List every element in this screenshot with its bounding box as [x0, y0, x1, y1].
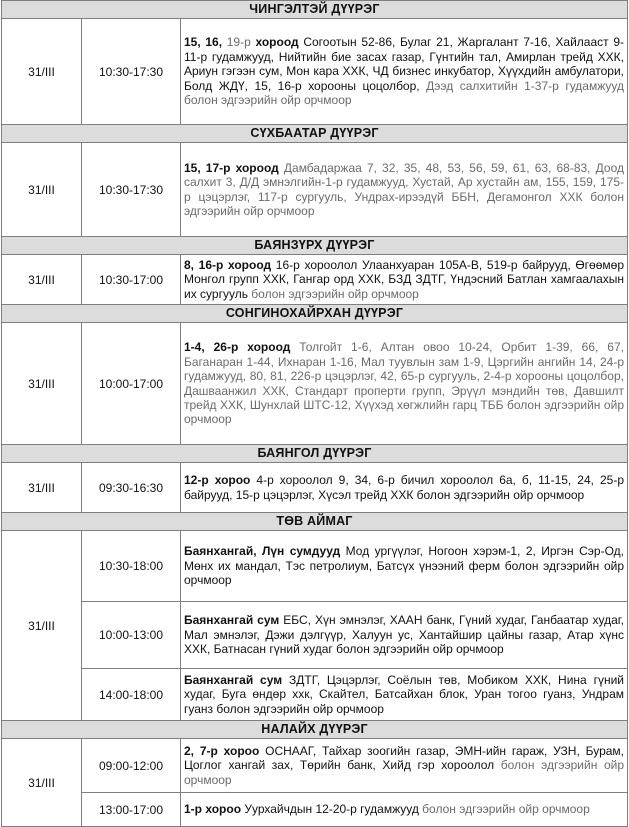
area-list-tail: Дээд салхитийн 1-37-р гудамжууд болон эдгээрийн ойр орчмоор — [184, 78, 624, 108]
area-list: 4-р хороолол 9, 34, 6-р бичил хороолол 6а, б, 11-15, 24, 25-р байрууд, 15-р цэцэрлэг, Хүсэл трейд ХХК болон эдгээрийн ойр орчмоор — [184, 473, 625, 502]
time-cell: 10:00-17:00 — [82, 323, 181, 445]
date-cell: 31/III — [2, 19, 82, 125]
section-header — [2, 125, 628, 143]
district-khoroo-label: 2, 7-р хороо — [184, 743, 260, 758]
section-header — [2, 305, 628, 323]
khoroo-suffix: хороод — [250, 35, 299, 50]
district-khoroo-label: 15, 17-р хороод — [184, 160, 279, 175]
time-cell: 09:00-12:00 — [82, 739, 181, 793]
schedule-row — [2, 463, 628, 513]
section-title: СОНГИНОХАЙРХАН ДҮҮРЭГ — [2, 305, 628, 323]
schedule-row — [2, 19, 628, 125]
area-description — [181, 19, 628, 125]
area-list: Мод ургүүлэг, Ногоон хэрэм-1, 2, Иргэн Сэр-Од, Мөнх их мандал, Тэс петролиум, Батсүх үнээний ферм болон эдгээрийн ойр орчмоор — [184, 544, 624, 588]
section-title: БАЯНЗҮРХ ДҮҮРЭГ — [2, 237, 628, 255]
area-list-tail: Толгойт 1-6, Алтан овоо 10-24, Орбит 1-39, 66, 67, Баганаран 1-44, Ихнаран 1-16, Мал туувлын зам 1-9, Цэргийн ангийн 14, 24-р гудамжууд, 80, 81, 226-р цэцэрлэг, 42, 65-р сургууль, 2-4-р хорооны цоцолбор, Дашваанжил ХХК, Стандарт проперти групп, Эрүүл мэндийн төв, Давшилт трейд ХХК, Шунхлай ШТС-12, Хүүхэд хөгжлийн гарц ТББ болон эдгээрийн ойр орчмоор — [184, 340, 624, 427]
date-cell: 31/III — [2, 143, 82, 237]
section-title: ТӨВ АЙМАГ — [2, 513, 628, 531]
schedule-body — [2, 1, 628, 827]
area-list-tail: болон эдгээрийн ойр орчмоор — [184, 758, 625, 787]
area-list: Согоотын 52-86, Булаг 21, Жаргалант 7-16, Хайлааст 9-11-р гудамжууд, Нийтийн биe засах газар, Гүнтийн тал, Амирлан трейд ХХК, Ариун гэгээн сум, Мон кара ХХК, ЧД бизнес инкубатор, Хүүхдийн амбулатори, Болд ЖДҮ, 15, 16-р хорооны цоцолбор, — [184, 35, 624, 93]
date-cell: 31/III — [2, 531, 82, 721]
district-khoroo-label: 1-р хороо — [184, 802, 242, 817]
schedule-row — [2, 531, 628, 602]
schedule-row — [2, 143, 628, 237]
time-cell: 14:00-18:00 — [82, 669, 181, 721]
area-description — [181, 531, 628, 602]
section-header — [2, 721, 628, 739]
area-list: ОСНААГ, Тайхар зоогийн газар, ЭМН-ийн гараж, УЗН, Бурам, Цоглог хангай зах, Төрийн банк, Хийд гэр хороолол — [184, 743, 624, 773]
area-list: ЗДТГ, Цэцэрлэг, Соёлын төв, Мобиком ХХК, Нина гүний худаг, Буга өндөр ххк, Скайтел, Батсайхан блок, Уран тогоо гуанз, Ундрам гуанз болон эдгээрийн ойр орчмоор — [184, 672, 624, 716]
section-header — [2, 1, 628, 19]
schedule-row — [2, 739, 628, 793]
area-description — [181, 255, 628, 305]
section-header — [2, 513, 628, 531]
section-title: БАЯНГОЛ ДҮҮРЭГ — [2, 445, 628, 463]
district-khoroo-label: 1-4, 26-р хороод — [184, 340, 291, 355]
time-cell: 10:30-18:00 — [82, 531, 181, 602]
area-description — [181, 602, 628, 669]
district-khoroo-label: Баянхангай сум — [184, 672, 283, 687]
area-list: ЕБС, Хүн эмнэлэг, ХААН банк, Гүний худаг, Ганбаатар худаг, Мал эмнэлэг, Дэжи дэлгүүр, Халуун ус, Хантайшир цайны газар, Атар хүнс ХХК, Батнасан гүний худаг болон эдгээрийн ойр орчмоор — [184, 613, 624, 657]
section-header — [2, 445, 628, 463]
time-cell: 10:00-13:00 — [82, 602, 181, 669]
area-list-tail: болон эдгээрийн ойр орчмоор — [418, 802, 590, 817]
section-title: НАЛАЙХ ДҮҮРЭГ — [2, 721, 628, 739]
area-description — [181, 739, 628, 793]
time-cell: 09:30-16:30 — [82, 463, 181, 513]
district-khoroo-label: 15, 16, — [184, 35, 223, 50]
date-cell: 31/III — [2, 463, 82, 513]
khoroo-extra: 19-р — [222, 35, 251, 50]
section-title: ЧИНГЭЛТЭЙ ДҮҮРЭГ — [2, 1, 628, 19]
time-cell: 10:30-17:30 — [82, 19, 181, 125]
district-khoroo-label: Баянхангай, Лүн сумдууд — [184, 544, 341, 559]
schedule-row — [2, 669, 628, 721]
district-khoroo-label: 8, 16-р хороод — [184, 257, 272, 272]
area-list-tail: Дамбадаржаа 7, 32, 35, 48, 53, 56, 59, 61, 63, 68-83, Доод салхит 3, Д/Д эмнэлгийн-1-р гудамжууд, Хустай, Ар хустайн ам, 155, 159, 175-р цэцэрлэг, 117-р сургууль, Ундрах-ирээдүй ББН, Дегамонгол ХХК болон эдгээрийн ойр орчмоор — [184, 160, 624, 218]
area-description — [181, 463, 628, 513]
district-khoroo-label: 12-р хороо — [184, 473, 251, 488]
time-cell: 10:30-17:30 — [82, 143, 181, 237]
time-cell: 13:00-17:00 — [82, 793, 181, 827]
area-description — [181, 669, 628, 721]
schedule-row — [2, 602, 628, 669]
area-description — [181, 143, 628, 237]
area-description — [181, 323, 628, 445]
schedule-row — [2, 793, 628, 827]
outage-schedule-table — [1, 0, 628, 827]
date-cell: 31/III — [2, 255, 82, 305]
schedule-row — [2, 323, 628, 445]
area-description — [181, 793, 628, 827]
time-cell: 10:30-17:00 — [82, 255, 181, 305]
section-header — [2, 237, 628, 255]
district-khoroo-label: Баянхангай сум — [184, 613, 280, 628]
area-list: 16-р хороолол Улаанхуаран 105А-В, 519-р байрууд, Өгөөмөр Монгол групп ХХК, Гангар орд ХХК, БЗД ЗДТГ, Үндэсний Батлан хамгаалахын их сургууль — [184, 257, 624, 301]
area-list-tail: болон эдгээрийн ойр орчмоор — [247, 286, 419, 301]
section-title: СҮХБААТАР ДҮҮРЭГ — [2, 125, 628, 143]
date-cell: 31/III — [2, 739, 82, 827]
date-cell: 31/III — [2, 323, 82, 445]
area-list: Уурхайчдын 12-20-р гудамжууд — [241, 802, 419, 817]
schedule-row — [2, 255, 628, 305]
